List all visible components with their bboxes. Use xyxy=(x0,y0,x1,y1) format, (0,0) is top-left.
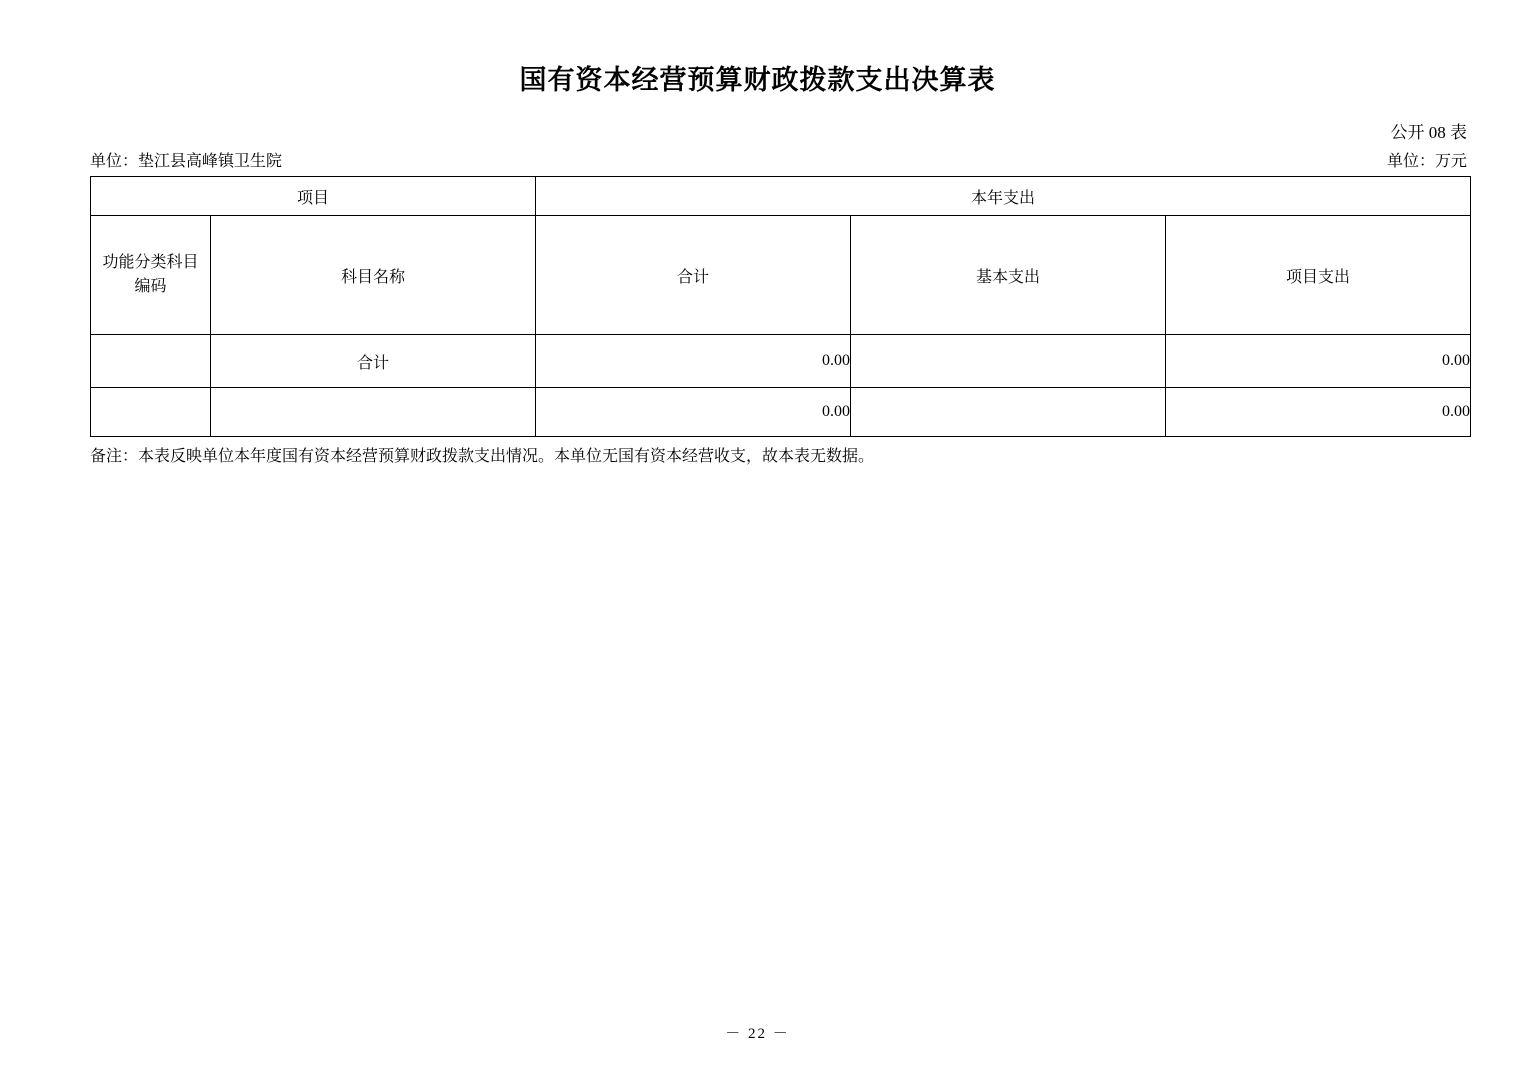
header-code-line1: 功能分类科目 xyxy=(102,254,199,271)
cell-total: 0.00 xyxy=(536,335,851,388)
table-note: 备注：本表反映单位本年度国有资本经营预算财政拨款支出情况。本单位无国有资本经营收支，故本表无数据。 xyxy=(90,448,875,465)
header-basic-expenditure: 基本支出 xyxy=(851,216,1166,335)
header-subject-name: 科目名称 xyxy=(211,216,536,335)
cell-project: 0.00 xyxy=(1166,388,1471,437)
header-code-line2: 编码 xyxy=(134,278,167,295)
cell-name: 合计 xyxy=(211,335,536,388)
cell-code xyxy=(91,335,211,388)
cell-name xyxy=(211,388,536,437)
header-item-group: 项目 xyxy=(91,177,536,216)
table-row xyxy=(91,335,1471,388)
header-code xyxy=(91,216,211,335)
sheet-label: 公开 08 表 xyxy=(1390,123,1467,142)
header-project-expenditure: 项目支出 xyxy=(1166,216,1471,335)
cell-project: 0.00 xyxy=(1166,335,1471,388)
page-title: 国有资本经营预算财政拨款支出决算表 xyxy=(519,65,996,95)
unit-measure: 单位：万元 xyxy=(1386,153,1467,170)
header-total: 合计 xyxy=(536,216,851,335)
table-header-row xyxy=(91,216,1471,335)
unit-name: 单位：垫江县高峰镇卫生院 xyxy=(90,153,283,170)
cell-basic xyxy=(851,335,1166,388)
header-current-year-group: 本年支出 xyxy=(536,177,1471,216)
cell-total: 0.00 xyxy=(536,388,851,437)
table-header-group-row xyxy=(91,177,1471,216)
cell-code xyxy=(91,388,211,437)
cell-basic xyxy=(851,388,1166,437)
page-footer-number: － 22 － xyxy=(725,1026,790,1042)
expenditure-table xyxy=(90,176,1471,437)
table-row xyxy=(91,388,1471,437)
meta-row xyxy=(90,148,1467,171)
